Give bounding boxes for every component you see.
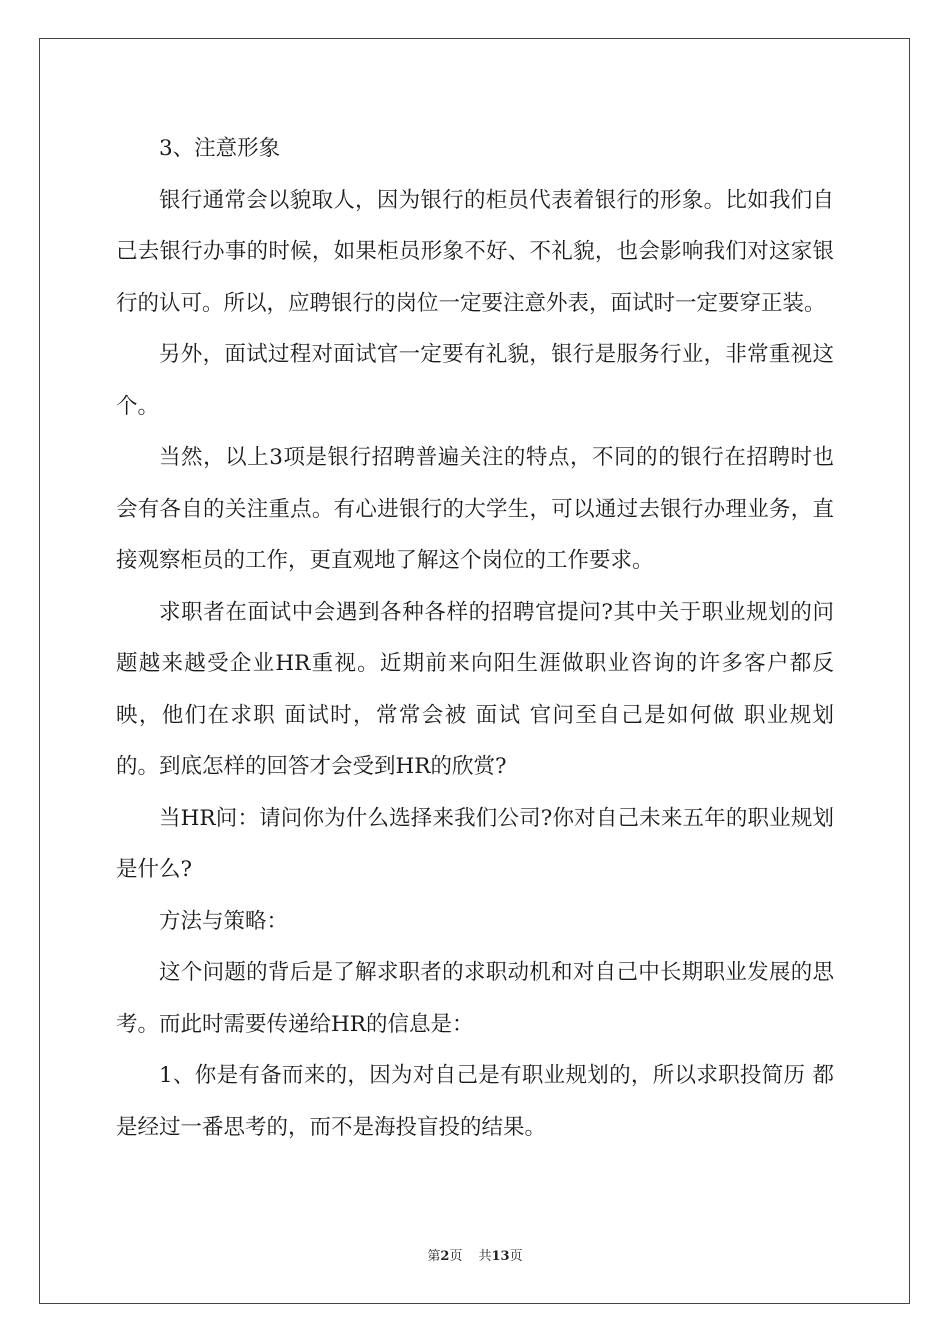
- page-number: 2: [440, 1249, 450, 1264]
- paragraph: 银行通常会以貌取人，因为银行的柜员代表着银行的形象。比如我们自己去银行办事的时候，如果柜员形象不好、不礼貌，也会影响我们对这家银行的认可。所以，应聘银行的岗位一定要注意外表，面试时一定要穿正装。: [116, 187, 834, 316]
- paragraph: 方法与策略：: [159, 908, 289, 934]
- paragraph: 当HR问：请问你为什么选择来我们公司?你对自己未来五年的职业规划是什么?: [116, 805, 834, 882]
- document-body: [116, 123, 834, 1153]
- page-footer: [0, 1245, 950, 1264]
- page-label-prefix: 第: [427, 1249, 441, 1264]
- paragraph: 另外，面试过程对面试官一定要有礼貌，银行是服务行业，非常重视这个。: [116, 342, 834, 419]
- total-label-prefix: 共: [478, 1249, 492, 1264]
- paragraph: 求职者在面试中会遇到各种各样的招聘官提问?其中关于职业规划的问题越来越受企业HR重视。近期前来向阳生涯做职业咨询的许多客户都反映，他们在求职 面试时，常常会被 面试 官问至自己是如何做 职业规划 的。到底怎样的回答才会受到HR的欣赏?: [116, 599, 834, 779]
- paragraph: 当然，以上3项是银行招聘普遍关注的特点，不同的的银行在招聘时也会有各自的关注重点。有心进银行的大学生，可以通过去银行办理业务，直接观察柜员的工作，更直观地了解这个岗位的工作要求。: [116, 445, 834, 573]
- page-label-suffix: 页: [449, 1249, 463, 1264]
- total-label-suffix: 页: [509, 1249, 523, 1264]
- section-heading: 3、注意形象: [159, 136, 281, 161]
- paragraph: 这个问题的背后是了解求职者的求职动机和对自己中长期职业发展的思考。而此时需要传递给HR的信息是：: [116, 960, 834, 1037]
- paragraph: 1、你是有备而来的，因为对自己是有职业规划的，所以求职投简历 都是经过一番思考的，而不是海投盲投的结果。: [116, 1063, 834, 1140]
- total-pages: 13: [491, 1249, 510, 1264]
